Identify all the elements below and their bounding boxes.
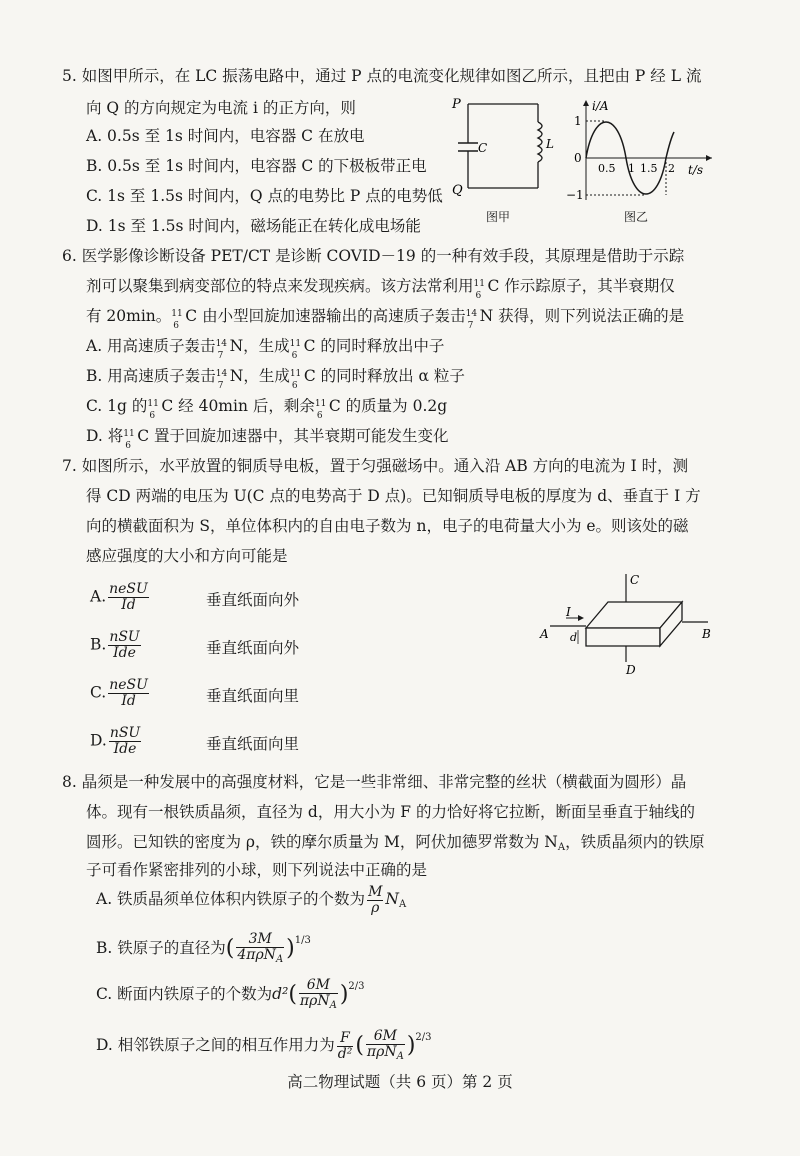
q7-option-d: D. $\frac{\text{nSU}}{\text{Ide}}$ 垂直纸面向里: [90, 725, 300, 757]
q8-stem-line1: 8. 晶须是一种发展中的高强度材料，它是一些非常细、非常完整的丝状（横截面为圆形）晶: [62, 773, 687, 791]
label-l: L: [546, 137, 554, 151]
q8-option-b: B. 铁原子的直径为( $\frac{3M}{4\pi\rho N_A}$ )$^{1/3}$: [96, 930, 311, 965]
q8-option-a: A. 铁质晶须单位体积内铁原子的个数为 $\frac{M}{\rho}$ $N_A$: [96, 883, 407, 916]
q8-stem-line2: 体。现有一根铁质晶须，直径为 d，用大小为 F 的力恰好将它拉断，断面呈垂直于轴线的: [86, 803, 695, 821]
lc-circuit-diagram: [448, 96, 558, 216]
q7-option-a: A. $\frac{\text{neSU}}{Id}$ 垂直纸面向外: [90, 581, 300, 613]
q5-option-b: B. 0.5s 至 1s 时间内，电容器 C 的下极板带正电: [86, 157, 427, 175]
q7-option-c: C. $\frac{\text{neSU}}{Id}$ 垂直纸面向里: [90, 677, 300, 709]
q6-option-b: B. 用高速质子轰击 14 7 N，生成 11 6 C 的同时释放出 α 粒子: [86, 367, 465, 391]
label-q: Q: [452, 183, 463, 198]
q7-stem-line1: 7. 如图所示，水平放置的铜质导电板，置于匀强磁场中。通入沿 AB 方向的电流为 I 时，测: [62, 457, 689, 475]
x-tick-0.5: 0.5: [598, 162, 616, 175]
current-time-graph: [560, 96, 720, 208]
label-a: A: [540, 627, 549, 641]
q6-option-a: A. 用高速质子轰击 14 7 N，生成 11 6 C 的同时释放出中子: [86, 337, 445, 361]
copper-plate-diagram: [536, 566, 726, 678]
caption-jia: 图甲: [486, 210, 511, 224]
q6-stem-line1: 6. 医学影像诊断设备 PET/CT 是诊断 COVID－19 的一种有效手段，其原理是借助于示踪: [62, 247, 685, 265]
q6-option-c: C. 1g 的 11 6 C 经 40min 后，剩余 11 6 C 的质量为 0.2g: [86, 397, 448, 421]
inductor-coil: [538, 122, 542, 162]
caption-yi: 图乙: [624, 210, 649, 224]
isotope-n14: 14 7: [465, 309, 478, 331]
x-axis-label: t/s: [688, 163, 704, 177]
isotope-c11: 11 6: [473, 279, 485, 301]
y-tick-1: 1: [574, 114, 582, 128]
q7-option-b: B. $\frac{\text{nSU}}{\text{Ide}}$ 垂直纸面向外: [90, 629, 300, 661]
label-p: P: [452, 97, 461, 112]
q7-stem-line2: 得 CD 两端的电压为 U(C 点的电势高于 D 点)。已知铜质导电板的厚度为 d、垂直于 I 方: [86, 487, 701, 505]
label-d: D: [626, 663, 636, 677]
label-i: I: [566, 605, 571, 619]
label-c: C: [630, 573, 640, 587]
x-tick-1: 1: [628, 162, 635, 175]
y-tick-neg1: −1: [566, 188, 584, 202]
q5-option-d: D. 1s 至 1.5s 时间内，磁场能正在转化成电场能: [86, 217, 421, 235]
page-footer: 高二物理试题（共 6 页）第 2 页: [287, 1073, 513, 1091]
x-tick-1.5: 1.5: [640, 162, 658, 175]
q6-stem-line2: 剂可以聚集到病变部位的特点来发现疾病。该方法常利用 11 6 C 作示踪原子，其半衰期仅: [86, 277, 675, 301]
q8-stem-line4: 子可看作紧密排列的小球，则下列说法中正确的是: [86, 861, 428, 879]
q5-option-a: A. 0.5s 至 1s 时间内，电容器 C 在放电: [86, 127, 365, 145]
q5-option-c: C. 1s 至 1.5s 时间内，Q 点的电势比 P 点的电势低: [86, 187, 443, 205]
q5-stem-line1: 5. 如图甲所示，在 LC 振荡电路中，通过 P 点的电流变化规律如图乙所示，且把由 P 经 L 流: [62, 67, 702, 85]
q8-stem-line3: 圆形。已知铁的密度为 ρ，铁的摩尔质量为 M，阿伏加德罗常数为 $N_A$，铁质晶须内的铁原: [86, 833, 705, 853]
q8-option-c: C. 断面内铁原子的个数为d²( $\frac{6M}{\pi\rho N_A}$ )$^{2/3}$: [96, 976, 365, 1011]
q6-stem-line3: 有 20min。 11 6 C 由小型回旋加速器输出的高速质子轰击 14 7 N 获得，则下列说法正确的是: [86, 307, 685, 331]
q8-option-d: D. 相邻铁原子之间的相互作用力为 $\frac{F}{\text{d²}}$ ( $\frac{6M}{\pi\rho N_A}$ )$^{2/3}$: [96, 1027, 432, 1062]
label-c: C: [478, 141, 488, 155]
y-axis-label: i/A: [592, 99, 609, 113]
x-tick-2: 2: [668, 162, 675, 175]
label-b: B: [702, 627, 711, 641]
y-tick-0: 0: [574, 151, 582, 165]
label-d-thickness: d: [570, 631, 578, 644]
q7-stem-line4: 感应强度的大小和方向可能是: [86, 547, 288, 565]
q7-stem-line3: 向的横截面积为 S，单位体积内的自由电子数为 n，电子的电荷量大小为 e。则该处的磁: [86, 517, 689, 535]
q5-stem-line2: 向 Q 的方向规定为电流 i 的正方向，则: [86, 99, 356, 117]
q6-option-d: D. 将 11 6 C 置于回旋加速器中，其半衰期可能发生变化: [86, 427, 449, 451]
